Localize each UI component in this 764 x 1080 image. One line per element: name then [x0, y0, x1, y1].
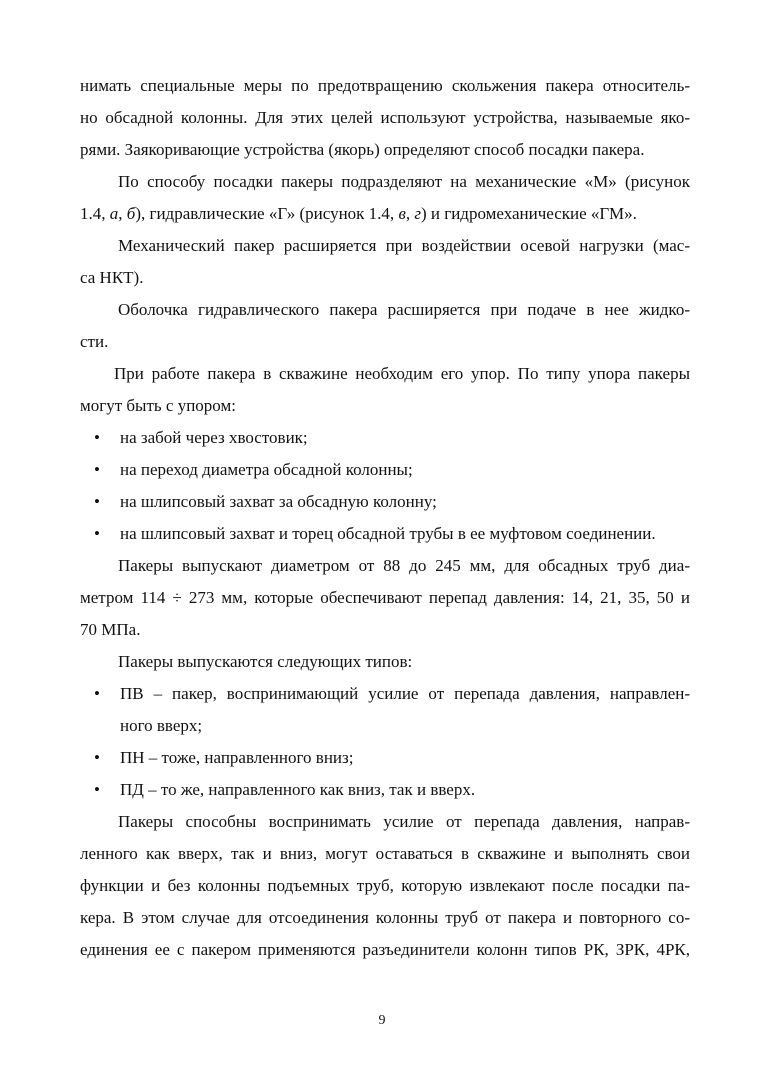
paragraph: [80, 294, 690, 358]
text-line: функции и без колонны подъемных труб, которую извлекают после посадки па-: [80, 876, 690, 895]
list-item: [80, 742, 690, 774]
text-line: могут быть с упором:: [80, 396, 236, 415]
text-fragment: ,: [118, 204, 127, 223]
list-item: [80, 518, 690, 550]
paragraph: [80, 550, 690, 646]
text-line: рями. Заякоривающие устройства (якорь) определяют способ посадки пакера.: [80, 140, 645, 159]
bullet-icon: •: [94, 460, 100, 479]
figure-ref-g: г: [414, 204, 421, 223]
list-item-text: на шлипсовый захват и торец обсадной трубы в ее муфтовом соединении.: [120, 524, 656, 543]
bullet-icon: •: [94, 684, 100, 703]
paragraph: [80, 646, 690, 678]
list-item-text: ПН – тоже, направленного вниз;: [120, 748, 354, 767]
bullet-icon: •: [94, 748, 100, 767]
text-fragment: ,: [405, 204, 415, 223]
text-line: [80, 198, 690, 230]
text-line: Пакеры выпускаются следующих типов:: [118, 652, 413, 671]
bullet-list: [80, 678, 690, 806]
text-line: Пакеры выпускают диаметром от 88 до 245 мм, для обсадных труб диа-: [118, 556, 690, 575]
bullet-icon: •: [94, 428, 100, 447]
bullet-list: [80, 422, 690, 550]
list-item: [80, 774, 690, 806]
list-item-text: ПД – то же, направленного как вниз, так и вверх.: [120, 780, 476, 799]
figure-ref-b: б: [126, 204, 136, 223]
text-fragment: 1.4,: [80, 204, 110, 223]
paragraph: [80, 358, 690, 422]
text-line: са НКТ).: [80, 268, 144, 287]
list-item: [80, 678, 690, 710]
list-item: [80, 454, 690, 486]
text-line: ленного как вверх, так и вниз, могут оставаться в скважине и выполнять свои: [80, 844, 690, 863]
figure-ref-v: в: [398, 204, 406, 223]
figure-ref-a: а: [109, 204, 119, 223]
text-line: Пакеры способны воспринимать усилие от перепада давления, направ-: [118, 812, 690, 831]
list-item: [80, 486, 690, 518]
text-line: При работе пакера в скважине необходим его упор. По типу упора пакеры: [114, 364, 690, 383]
bullet-icon: •: [94, 780, 100, 799]
text-fragment: ), гидравлические «Г» (рисунок 1.4,: [135, 204, 399, 223]
bullet-icon: •: [94, 492, 100, 511]
text-line: но обсадной колонны. Для этих целей используют устройства, называемые яко-: [80, 108, 690, 127]
bullet-icon: •: [94, 524, 100, 543]
list-item-text: на шлипсовый захват за обсадную колонну;: [120, 492, 437, 511]
paragraph: [80, 70, 690, 166]
text-line: нимать специальные меры по предотвращению скольжения пакера относитель-: [80, 76, 690, 95]
text-line: Оболочка гидравлического пакера расширяется при подаче в нее жидко-: [118, 300, 690, 319]
text-line: кера. В этом случае для отсоединения колонны труб от пакера и повторного со-: [80, 908, 690, 927]
list-item-text: ПВ – пакер, воспринимающий усилие от перепада давления, направлен-: [120, 684, 690, 703]
paragraph: [80, 166, 690, 230]
text-line: сти.: [80, 332, 109, 351]
text-line: По способу посадки пакеры подразделяют на механические «М» (рисунок: [118, 172, 690, 191]
paragraph: [80, 806, 690, 966]
text-line: Механический пакер расширяется при воздействии осевой нагрузки (мас-: [118, 236, 690, 255]
text-line: метром 114 ÷ 273 мм, которые обеспечивают перепад давления: 14, 21, 35, 50 и: [80, 588, 690, 607]
text-fragment: ) и гидромеханические «ГМ».: [420, 204, 637, 223]
list-item-text: на забой через хвостовик;: [120, 428, 308, 447]
list-item: [80, 422, 690, 454]
page-body: [80, 70, 690, 966]
list-item-continuation: ного вверх;: [120, 716, 203, 735]
page-number: 9: [378, 1013, 386, 1028]
paragraph: [80, 230, 690, 294]
list-item-text: на переход диаметра обсадной колонны;: [120, 460, 413, 479]
text-line: 70 МПа.: [80, 620, 141, 639]
text-line: единения ее с пакером применяются разъединители колонн типов РК, ЗРК, 4РК,: [80, 940, 690, 959]
